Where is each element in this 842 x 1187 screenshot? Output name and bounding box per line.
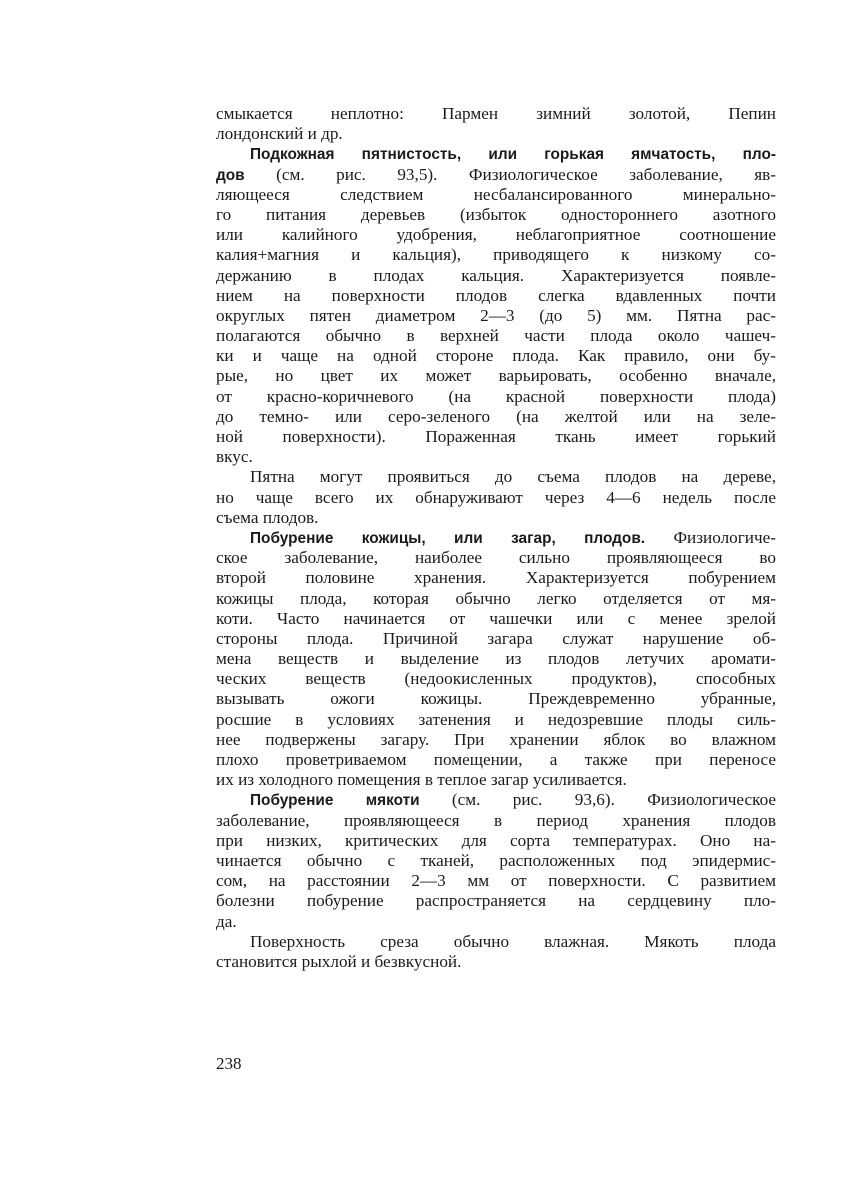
text-line: ляющееся следствием несбалансированного минерально-	[216, 184, 776, 204]
text-line: ки и чаще на одной стороне плода. Как правило, они бу-	[216, 346, 776, 366]
text-line: ной поверхности). Пораженная ткань имеет горький	[216, 427, 776, 446]
text-line: заболевание, проявляющееся в период хранения плодов	[216, 810, 776, 830]
text-line: вызывать ожоги кожицы. Преждевременно убранные,	[216, 689, 776, 709]
text-line: но чаще всего их обнаруживают через 4—6 недель после	[216, 487, 776, 507]
text-line: или калийного удобрения, неблагоприятное соотношение	[216, 225, 776, 245]
page-number: 238	[216, 1054, 242, 1073]
section-heading: дов	[216, 166, 245, 184]
section-heading: Побурение мякоти	[250, 792, 420, 810]
text-line: мена веществ и выделение из плодов летучих аромати-	[216, 649, 776, 669]
text-line: Поверхность среза обычно влажная. Мякоть плода	[250, 931, 776, 951]
text-line: ческих веществ (недоокисленных продуктов), способных	[216, 669, 776, 689]
text-line: нее подвержены загару. При хранении яблок во влажном	[216, 729, 776, 749]
text-line: Пятна могут проявиться до съема плодов на дереве,	[250, 467, 776, 487]
text-line: вкус.	[216, 447, 253, 467]
text-line: чинается обычно с тканей, расположенных под эпидермис-	[216, 850, 776, 870]
text-line: стороны плода. Причиной загара служат нарушение об-	[216, 628, 776, 648]
text-line	[216, 144, 776, 164]
text-line: полагаются обычно в верхней части плода около чашеч-	[216, 326, 776, 346]
text-line: держанию в плодах кальция. Характеризуется появле-	[216, 265, 776, 285]
text-line	[216, 790, 776, 810]
text-line: становится рыхлой и безвкусной.	[216, 951, 462, 971]
text-line: при низких, критических для сорта температурах. Оно на-	[216, 830, 776, 850]
text-line: второй половине хранения. Характеризуется побурением	[216, 568, 776, 588]
text-span: Физиологиче-	[645, 527, 776, 547]
text-line: ское заболевание, наиболее сильно проявляющееся во	[216, 548, 776, 568]
text-line: кожицы плода, которая обычно легко отделяется от мя-	[216, 588, 776, 608]
text-line: росшие в условиях затенения и недозревшие плоды силь-	[216, 709, 776, 729]
text-span: (см. рис. 93,5). Физиологическое заболевание, яв-	[244, 164, 776, 184]
text-line: болезни побурение распространяется на сердцевину пло-	[216, 891, 776, 911]
text-line: нием на поверхности плодов слегка вдавленных почти	[216, 285, 776, 305]
text-line: калия+магния и кальция), приводящего к низкому со-	[216, 245, 776, 265]
text-line: от красно-коричневого (на красной поверхности плода)	[216, 386, 776, 406]
text-line: сом, на расстоянии 2—3 мм от поверхности. С развитием	[216, 871, 776, 891]
text-line: плохо проветриваемом помещении, а также при переносе	[216, 750, 776, 769]
text-line: до темно- или серо-зеленого (на желтой или на зеле-	[216, 406, 776, 426]
body-text	[216, 104, 776, 972]
text-line: их из холодного помещения в теплое загар усиливается.	[216, 770, 627, 790]
text-line: да.	[216, 911, 237, 931]
text-line: съема плодов.	[216, 507, 319, 527]
text-line: смыкается неплотно: Пармен зимний золотой, Пепин	[216, 104, 776, 123]
text-line: округлых пятен диаметром 2—3 (до 5) мм. Пятна рас-	[216, 305, 776, 325]
section-heading: Подкожная пятнистость, или горькая ямчатость, пло-	[250, 146, 776, 164]
text-line	[216, 528, 776, 548]
text-line	[216, 165, 776, 185]
text-line: коти. Часто начинается от чашечки или с менее зрелой	[216, 608, 776, 628]
text-line: го питания деревьев (избыток одностороннего азотного	[216, 204, 776, 224]
text-span: (см. рис. 93,6). Физиологическое	[419, 790, 776, 810]
section-heading: Побурение кожицы, или загар, плодов.	[250, 529, 646, 547]
text-line: рые, но цвет их может варьировать, особенно вначале,	[216, 366, 776, 386]
text-line: лондонский и др.	[216, 124, 343, 144]
